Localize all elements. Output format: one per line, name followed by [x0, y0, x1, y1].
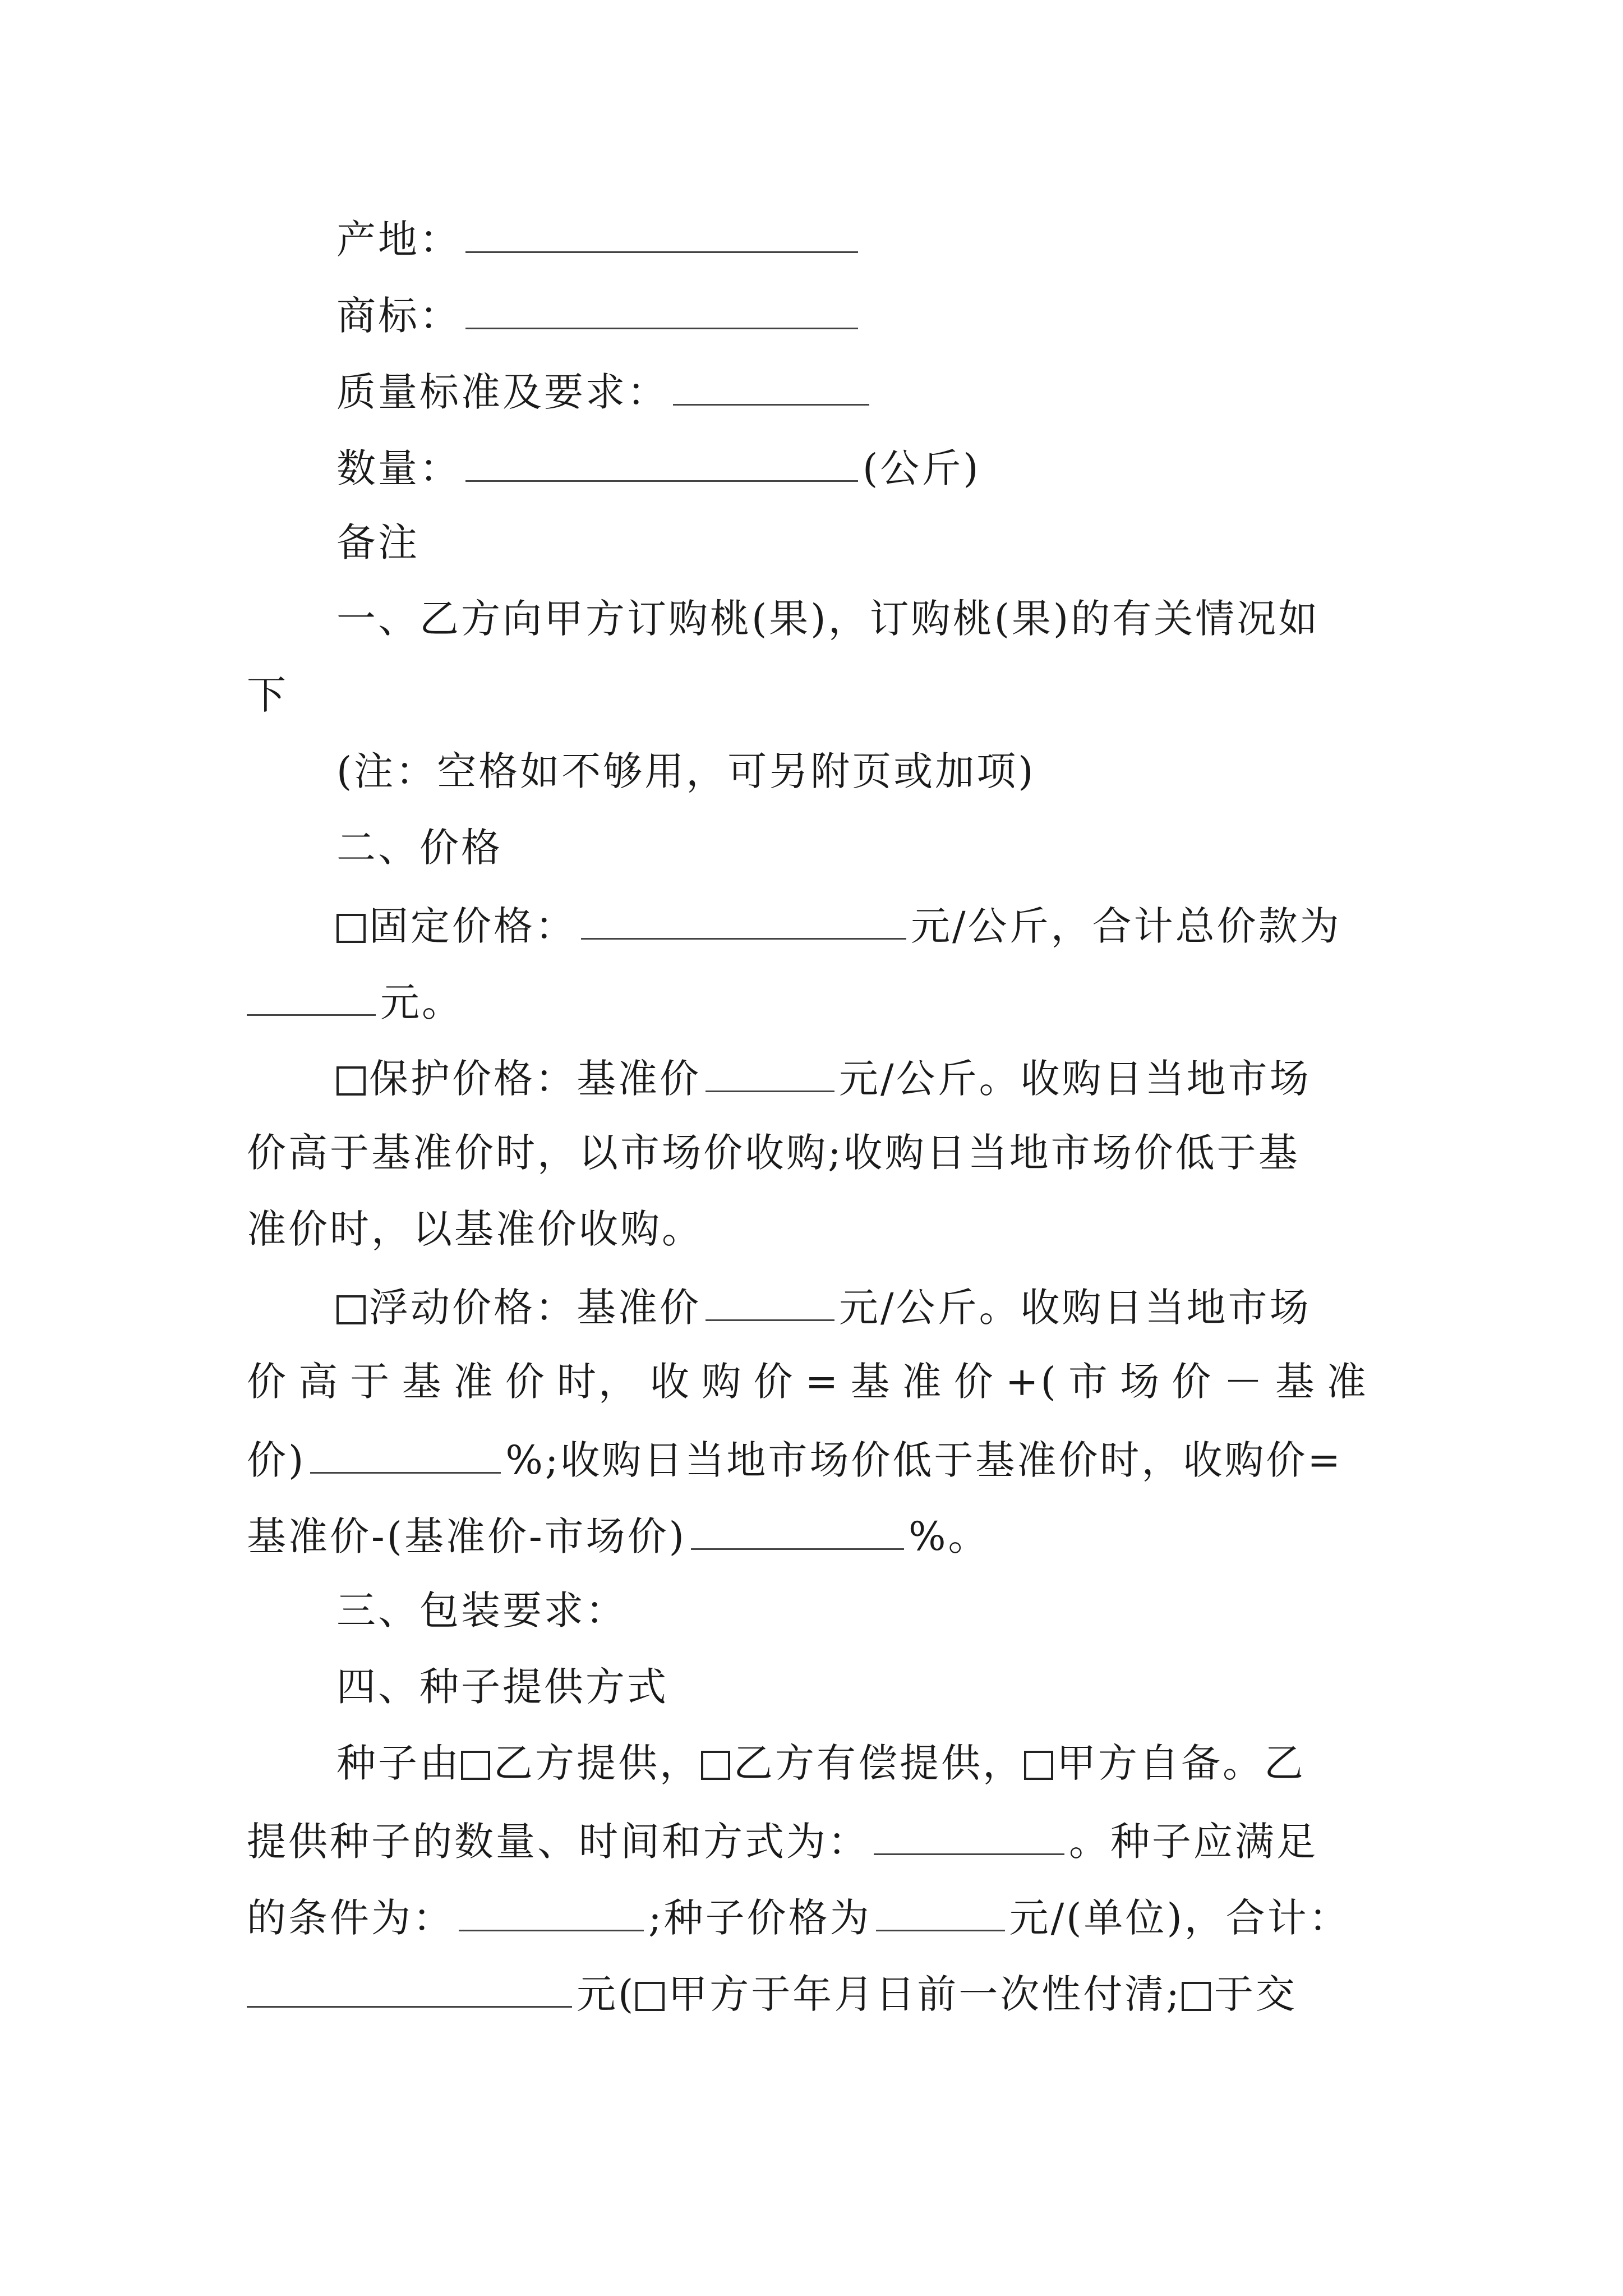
seed-text-a: 种子由 — [336, 1740, 461, 1786]
section3-title — [336, 1588, 627, 1634]
float-percent-blank-1[interactable] — [310, 1438, 501, 1474]
float-word: 基 — [850, 1359, 892, 1405]
fixed-price-line — [336, 903, 1341, 949]
quantity-line — [336, 445, 981, 491]
seed-party-a-checkbox[interactable] — [1024, 1751, 1053, 1780]
float-word: 收 — [650, 1359, 692, 1405]
section1-note — [336, 748, 1036, 794]
seed-price-blank[interactable] — [876, 1896, 1005, 1931]
float-percent-blank-2[interactable] — [691, 1515, 904, 1550]
quantity-label: 数量： — [336, 445, 461, 491]
seed-text-4c: 于交 — [1214, 1971, 1297, 2017]
note-text: (注：空格如不够用，可另附页或加项) — [336, 748, 1036, 794]
float-word: 购 — [702, 1359, 744, 1405]
float-word: 价 — [505, 1359, 547, 1405]
float-word: 价 — [1172, 1359, 1214, 1405]
remarks-label: 备注 — [336, 519, 419, 565]
seed-total-blank[interactable] — [247, 1972, 572, 2008]
quality-blank[interactable] — [673, 370, 869, 406]
float-word: 价 — [247, 1359, 288, 1405]
section1-text-cont: 下 — [247, 672, 288, 718]
trademark-label: 商标： — [336, 293, 461, 339]
total-price-blank[interactable] — [247, 981, 376, 1016]
seed-text-3c: 元/(单位)，合计： — [1009, 1895, 1350, 1941]
total-price-unit: 元。 — [380, 979, 463, 1025]
quantity-unit: (公斤) — [863, 445, 981, 491]
float-word: 价 — [953, 1359, 995, 1405]
protect-price-checkbox[interactable] — [336, 1066, 366, 1096]
seed-line2 — [247, 1819, 1318, 1865]
seed-pay-once-checkbox[interactable] — [635, 1982, 665, 2011]
section2-heading: 二、价格 — [336, 825, 502, 871]
protect-price-text: 元/公斤。收购日当地市场 — [839, 1056, 1311, 1102]
protect-price-blank[interactable] — [706, 1057, 834, 1092]
float-word: 场 — [1120, 1359, 1162, 1405]
protect-price-label: 保护价格：基准价 — [369, 1056, 701, 1102]
float-price-line — [336, 1285, 1311, 1331]
section1-text: 一、乙方向甲方订购桃(果)，订购桃(果)的有关情况如 — [336, 596, 1320, 642]
seed-text-3a: 的条件为： — [247, 1895, 454, 1941]
seed-text-c: 乙方有偿提供， — [734, 1740, 1024, 1786]
seed-text-3b: ;种子价格为 — [648, 1895, 872, 1941]
protect-price-line — [336, 1056, 1311, 1102]
seed-line4 — [247, 1971, 1297, 2017]
float-price-text3a: 价) — [247, 1437, 306, 1483]
origin-line — [336, 217, 863, 263]
seed-line3 — [247, 1895, 1350, 1941]
float-word: 基 — [1275, 1359, 1317, 1405]
section2-title — [336, 825, 502, 871]
seed-method-blank[interactable] — [874, 1820, 1064, 1855]
fixed-price-checkbox[interactable] — [336, 914, 366, 943]
fixed-price-line2 — [247, 979, 463, 1025]
seed-paid-checkbox[interactable] — [701, 1751, 730, 1780]
float-price-line3 — [247, 1437, 1343, 1483]
float-word: 时， — [556, 1359, 640, 1405]
float-word: 准 — [1326, 1359, 1368, 1405]
seed-text-2a: 提供种子的数量、时间和方式为： — [247, 1819, 869, 1865]
float-price-line4 — [247, 1513, 990, 1559]
float-word: 准 — [453, 1359, 495, 1405]
seed-text-2b: 。种子应满足 — [1069, 1819, 1318, 1865]
section3-heading: 三、包装要求： — [336, 1588, 627, 1634]
float-word: 价 — [753, 1359, 795, 1405]
protect-price-line3 — [247, 1206, 703, 1252]
fixed-price-unit: 元/公斤，合计总价款为 — [911, 903, 1341, 949]
float-price-line2 — [247, 1359, 1368, 1405]
float-price-blank[interactable] — [706, 1286, 834, 1321]
trademark-line — [336, 293, 863, 339]
seed-line1 — [336, 1740, 1306, 1786]
float-word: 市 — [1068, 1359, 1110, 1405]
seed-text-4b: 甲方于年月日前一次性付清; — [668, 1971, 1182, 2017]
section4-title — [336, 1664, 668, 1710]
origin-label: 产地： — [336, 217, 461, 263]
trademark-blank[interactable] — [465, 294, 858, 329]
float-word: 于 — [350, 1359, 392, 1405]
float-price-text4b: %。 — [908, 1513, 990, 1559]
section1-line1 — [336, 596, 1320, 642]
remarks-line — [336, 519, 419, 565]
float-price-text3b: %;收购日当地市场价低于基准价时，收购价= — [505, 1437, 1343, 1483]
section1-line2 — [247, 672, 288, 718]
float-word: － — [1223, 1359, 1265, 1405]
float-word: 高 — [298, 1359, 340, 1405]
quantity-blank[interactable] — [465, 447, 858, 482]
section4-heading: 四、种子提供方式 — [336, 1664, 668, 1710]
float-word: +( — [1005, 1359, 1058, 1405]
protect-price-text3: 准价时，以基准价收购。 — [247, 1206, 703, 1252]
float-price-text: 元/公斤。收购日当地市场 — [839, 1285, 1311, 1331]
float-price-checkbox[interactable] — [336, 1295, 366, 1324]
protect-price-text2: 价高于基准价时，以市场价收购;收购日当地市场价低于基 — [247, 1130, 1300, 1176]
seed-text-4a: 元( — [577, 1971, 636, 2017]
fixed-price-blank[interactable] — [581, 904, 906, 940]
float-price-label: 浮动价格：基准价 — [369, 1285, 701, 1331]
seed-text-d: 甲方自备。乙 — [1057, 1740, 1306, 1786]
origin-blank[interactable] — [465, 218, 858, 253]
float-word: 准 — [902, 1359, 944, 1405]
seed-pay-delivery-checkbox[interactable] — [1182, 1982, 1211, 2011]
protect-price-line2 — [247, 1130, 1300, 1176]
seed-condition-blank[interactable] — [459, 1896, 644, 1931]
float-word: = — [805, 1359, 841, 1405]
quality-line — [336, 369, 874, 415]
seed-text-b: 乙方提供， — [494, 1740, 701, 1786]
seed-party-b-checkbox[interactable] — [461, 1751, 490, 1780]
fixed-price-label: 固定价格： — [369, 903, 577, 949]
quality-label: 质量标准及要求： — [336, 369, 668, 415]
float-word: 基 — [402, 1359, 444, 1405]
float-price-text4a: 基准价-(基准价-市场价) — [247, 1513, 686, 1559]
